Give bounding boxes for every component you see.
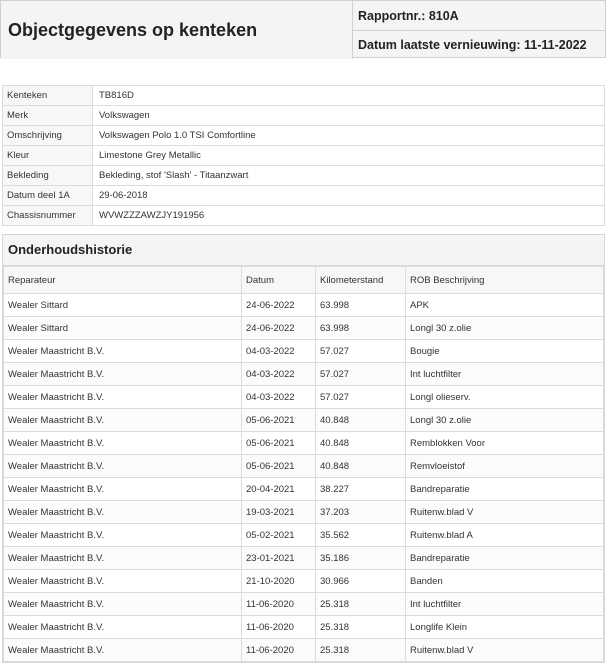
repairer-cell: Wealer Maastricht B.V. [4, 432, 242, 455]
table-row [4, 432, 604, 455]
column-header-repairer: Reparateur [4, 267, 242, 294]
repairer-cell: Wealer Maastricht B.V. [4, 639, 242, 662]
description-cell: Remvloeistof [406, 455, 604, 478]
mileage-cell: 40.848 [316, 432, 406, 455]
repairer-cell: Wealer Maastricht B.V. [4, 570, 242, 593]
table-row [4, 409, 604, 432]
repairer-cell: Wealer Maastricht B.V. [4, 340, 242, 363]
vehicle-field-value: WVWZZZAWZJY191956 [93, 206, 605, 226]
table-row [4, 639, 604, 662]
vehicle-info-row [3, 186, 605, 206]
mileage-cell: 25.318 [316, 593, 406, 616]
date-cell: 11-06-2020 [242, 639, 316, 662]
repairer-cell: Wealer Maastricht B.V. [4, 478, 242, 501]
description-cell: Bandreparatie [406, 547, 604, 570]
mileage-cell: 35.186 [316, 547, 406, 570]
vehicle-field-label: Kenteken [3, 86, 93, 106]
date-cell: 05-06-2021 [242, 409, 316, 432]
date-cell: 23-01-2021 [242, 547, 316, 570]
vehicle-field-label: Merk [3, 106, 93, 126]
vehicle-field-value: TB816D [93, 86, 605, 106]
vehicle-field-label: Chassisnummer [3, 206, 93, 226]
date-cell: 20-04-2021 [242, 478, 316, 501]
maintenance-history [2, 234, 605, 663]
table-row [4, 616, 604, 639]
repairer-cell: Wealer Maastricht B.V. [4, 386, 242, 409]
table-row [4, 501, 604, 524]
repairer-cell: Wealer Maastricht B.V. [4, 547, 242, 570]
page-title: Objectgegevens op kenteken [1, 1, 353, 59]
history-table [3, 266, 604, 662]
column-header-mileage: Kilometerstand [316, 267, 406, 294]
description-cell: Ruitenw.blad V [406, 639, 604, 662]
repairer-cell: Wealer Sittard [4, 317, 242, 340]
mileage-cell: 57.027 [316, 363, 406, 386]
date-cell: 11-06-2020 [242, 593, 316, 616]
description-cell: Ruitenw.blad V [406, 501, 604, 524]
table-row [4, 317, 604, 340]
vehicle-field-label: Kleur [3, 146, 93, 166]
vehicle-field-value: Limestone Grey Metallic [93, 146, 605, 166]
description-cell: APK [406, 294, 604, 317]
date-cell: 24-06-2022 [242, 294, 316, 317]
date-cell: 04-03-2022 [242, 340, 316, 363]
vehicle-info-row [3, 146, 605, 166]
mileage-cell: 40.848 [316, 455, 406, 478]
report-number: Rapportnr.: 810A [353, 1, 605, 31]
table-row [4, 478, 604, 501]
repairer-cell: Wealer Maastricht B.V. [4, 363, 242, 386]
mileage-cell: 57.027 [316, 386, 406, 409]
repairer-cell: Wealer Maastricht B.V. [4, 593, 242, 616]
column-header-description: ROB Beschrijving [406, 267, 604, 294]
vehicle-info-row [3, 86, 605, 106]
date-cell: 05-06-2021 [242, 432, 316, 455]
mileage-cell: 30.966 [316, 570, 406, 593]
description-cell: Bandreparatie [406, 478, 604, 501]
description-cell: Ruitenw.blad A [406, 524, 604, 547]
date-cell: 05-06-2021 [242, 455, 316, 478]
vehicle-field-value: Bekleding, stof 'Slash' - Titaanzwart [93, 166, 605, 186]
description-cell: Longl 30 z.olie [406, 317, 604, 340]
description-cell: Remblokken Voor [406, 432, 604, 455]
history-body [4, 294, 604, 662]
mileage-cell: 25.318 [316, 639, 406, 662]
mileage-cell: 63.998 [316, 294, 406, 317]
repairer-cell: Wealer Maastricht B.V. [4, 501, 242, 524]
repairer-cell: Wealer Sittard [4, 294, 242, 317]
date-cell: 24-06-2022 [242, 317, 316, 340]
description-cell: Longl olieserv. [406, 386, 604, 409]
table-row [4, 524, 604, 547]
table-row [4, 570, 604, 593]
table-row [4, 363, 604, 386]
mileage-cell: 63.998 [316, 317, 406, 340]
vehicle-info-body [3, 86, 605, 226]
mileage-cell: 25.318 [316, 616, 406, 639]
history-header-row [4, 267, 604, 294]
date-cell: 04-03-2022 [242, 363, 316, 386]
repairer-cell: Wealer Maastricht B.V. [4, 409, 242, 432]
report-header [0, 0, 606, 58]
mileage-cell: 38.227 [316, 478, 406, 501]
table-row [4, 386, 604, 409]
vehicle-info-row [3, 166, 605, 186]
table-row [4, 547, 604, 570]
mileage-cell: 40.848 [316, 409, 406, 432]
date-cell: 19-03-2021 [242, 501, 316, 524]
table-row [4, 593, 604, 616]
description-cell: Banden [406, 570, 604, 593]
table-row [4, 294, 604, 317]
vehicle-field-value: Volkswagen Polo 1.0 TSI Comfortline [93, 126, 605, 146]
vehicle-info-row [3, 106, 605, 126]
mileage-cell: 37.203 [316, 501, 406, 524]
repairer-cell: Wealer Maastricht B.V. [4, 524, 242, 547]
vehicle-field-value: Volkswagen [93, 106, 605, 126]
vehicle-info-row [3, 206, 605, 226]
vehicle-field-label: Omschrijving [3, 126, 93, 146]
description-cell: Longlife Klein [406, 616, 604, 639]
date-cell: 21-10-2020 [242, 570, 316, 593]
description-cell: Int luchtfilter [406, 363, 604, 386]
description-cell: Int luchtfilter [406, 593, 604, 616]
mileage-cell: 35.562 [316, 524, 406, 547]
table-row [4, 340, 604, 363]
last-updated-date: Datum laatste vernieuwing: 11-11-2022 [358, 38, 587, 52]
repairer-cell: Wealer Maastricht B.V. [4, 616, 242, 639]
date-cell: 04-03-2022 [242, 386, 316, 409]
vehicle-info-table [2, 85, 605, 226]
mileage-cell: 57.027 [316, 340, 406, 363]
date-cell: 05-02-2021 [242, 524, 316, 547]
history-title: Onderhoudshistorie [3, 235, 604, 266]
table-row [4, 455, 604, 478]
date-cell: 11-06-2020 [242, 616, 316, 639]
vehicle-info-row [3, 126, 605, 146]
description-cell: Bougie [406, 340, 604, 363]
vehicle-field-label: Datum deel 1A [3, 186, 93, 206]
vehicle-field-value: 29-06-2018 [93, 186, 605, 206]
description-cell: Longl 30 z.olie [406, 409, 604, 432]
column-header-date: Datum [242, 267, 316, 294]
repairer-cell: Wealer Maastricht B.V. [4, 455, 242, 478]
vehicle-field-label: Bekleding [3, 166, 93, 186]
report-meta [353, 1, 605, 59]
